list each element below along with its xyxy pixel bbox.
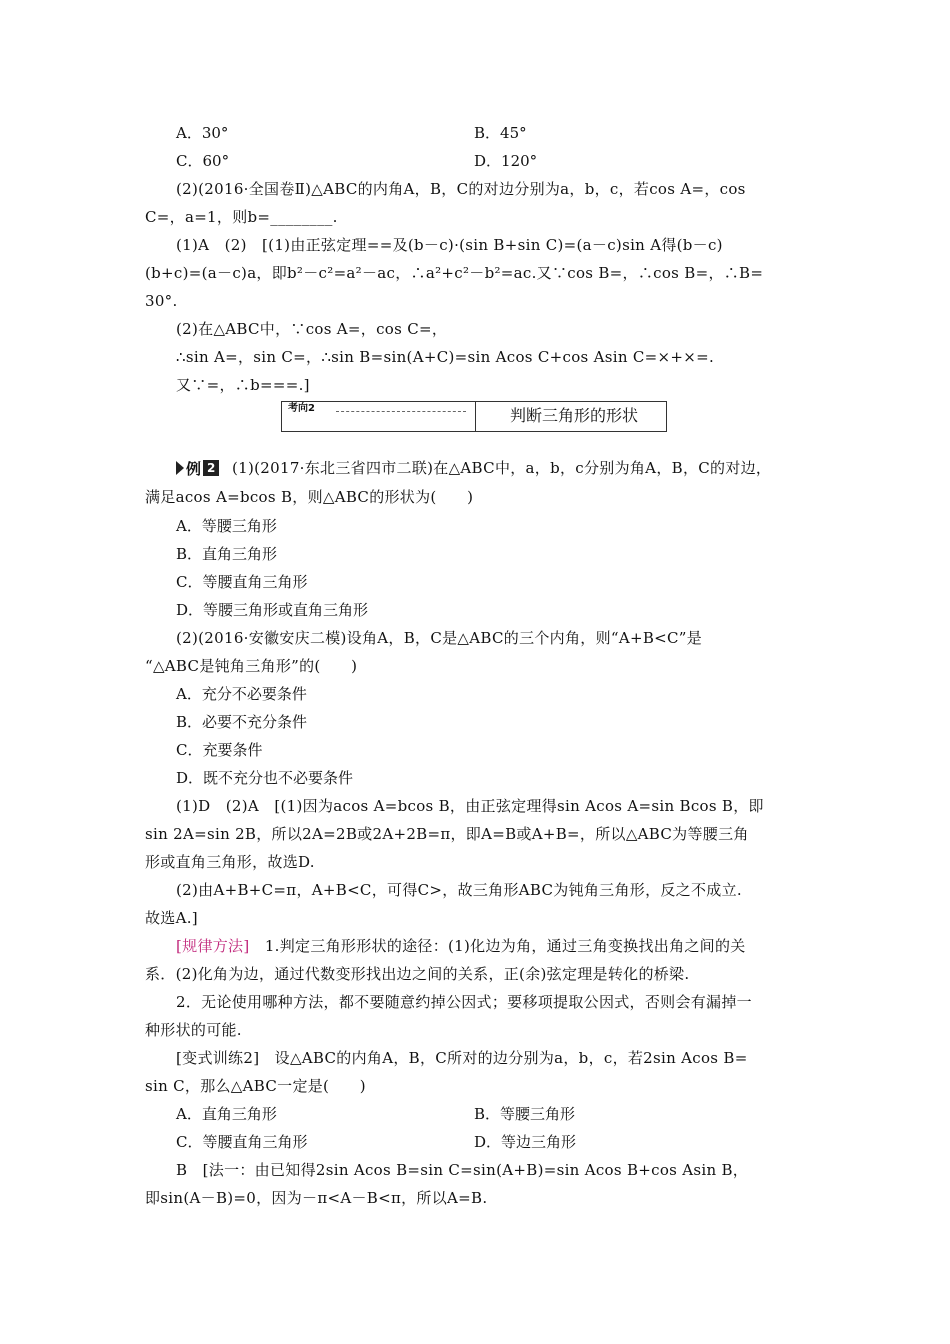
text-line: “△ABC是钝角三角形”的( ) [145,657,358,675]
topic-header-box [281,401,667,432]
text-line: C=，a=1，则b=________. [145,208,338,226]
example-marker [176,458,219,478]
text-line: B [法一：由已知得2sin Acos B=sin C=sin(A+B)=sin Acos B+cos Asin B， [176,1161,749,1179]
text-line: 故选A.] [145,909,198,927]
topic-dash-line [336,411,466,412]
text-line: (2)(2016·安徽安庆二模)设角A，B，C是△ABC的三个内角，则“A+B<C”是 [176,629,703,647]
text-line: (2)(2016·全国卷Ⅱ)△ABC的内角A，B，C的对边分别为a，b，c，若cos A=，cos [176,180,746,198]
text-line: ∴sin A=，sin C=，∴sin B=sin(A+C)=sin Acos C+cos Asin C=×+×=. [176,348,715,366]
option-d: D．120° [474,152,538,170]
option: D．等腰三角形或直角三角形 [176,601,369,619]
text-line: (2)由A+B+C=π，A+B<C，可得C>，故三角形ABC为钝角三角形，反之不成立. [176,881,742,899]
text-line: 种形状的可能. [145,1021,242,1039]
text-line: 2．无论使用哪种方法，都不要随意约掉公因式；要移项提取公因式，否则会有漏掉一 [176,993,752,1011]
option: C．等腰直角三角形 [176,573,308,591]
text-line: (b+c)=(a－c)a，即b²－c²=a²－ac，∴a²+c²－b²=ac.又∵cos B=，∴cos B=，∴B= [145,264,764,282]
text-line: (2)在△ABC中，∵cos A=，cos C=， [176,320,448,338]
text-line: 又∵=，∴b===.] [176,376,310,394]
option-c: C．等腰直角三角形 [176,1133,308,1151]
text-line: (1)A (2) [(1)由正弦定理==及(b－c)·(sin B+sin C)=(a－c)sin A得(b－c) [176,236,723,254]
triangle-arrow-icon [176,461,184,475]
method-line: [规律方法] 1.判定三角形形状的途径：(1)化边为角，通过三角变换找出角之间的关 [176,937,746,955]
option: A．等腰三角形 [176,517,277,535]
text-line: [变式训练2] 设△ABC的内角A，B，C所对的边分别为a，b，c，若2sin Acos B= [176,1049,748,1067]
option: C．充要条件 [176,741,263,759]
text-line: (1)(2017·东北三省四市二联)在△ABC中，a，b，c分别为角A，B，C的对边， [232,459,772,477]
option-a: A．30° [176,124,229,142]
option: B．必要不充分条件 [176,713,308,731]
example-word: 例 [186,459,202,478]
text-line: sin 2A=sin 2B，所以2A=2B或2A+2B=π，即A=B或A+B=，所以△ABC为等腰三角 [145,825,749,843]
text-line: 30°. [145,292,178,310]
topic-title: 判断三角形的形状 [510,406,639,425]
text-line: 形或直角三角形，故选D. [145,853,315,871]
option: B．直角三角形 [176,545,278,563]
option: A．充分不必要条件 [176,685,307,703]
option-b: B．等腰三角形 [474,1105,576,1123]
text-line: 系．(2)化角为边，通过代数变形找出边之间的关系，正(余)弦定理是转化的桥梁. [145,965,690,983]
option-a: A．直角三角形 [176,1105,277,1123]
topic-divider [475,402,476,431]
text-line: 即sin(A－B)=0，因为－π<A－B<π，所以A=B. [145,1189,488,1207]
text-line: sin C，那么△ABC一定是( ) [145,1077,366,1095]
example-number: 2 [203,460,219,476]
method-label: [规律方法] [176,937,250,955]
option: D．既不充分也不必要条件 [176,769,354,787]
text-line: 满足acos A=bcos B，则△ABC的形状为( ) [145,488,474,506]
option-d: D．等边三角形 [474,1133,577,1151]
topic-tag: 考向2 [288,403,315,414]
option-b: B．45° [474,124,527,142]
text-line: (1)D (2)A [(1)因为acos A=bcos B，由正弦定理得sin Acos A=sin Bcos B，即 [176,797,764,815]
option-c: C．60° [176,152,230,170]
